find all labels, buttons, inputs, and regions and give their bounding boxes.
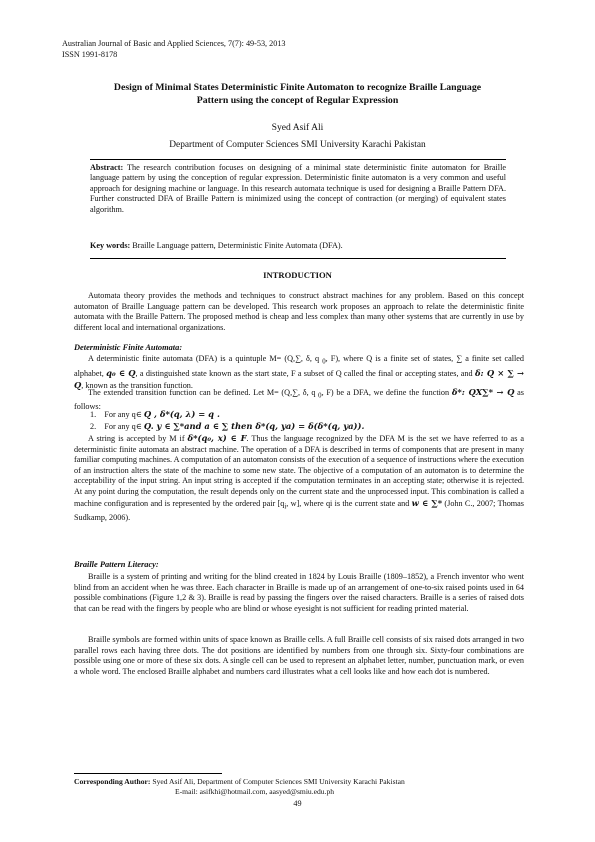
section-heading-introduction: INTRODUCTION [263, 270, 332, 280]
author-affiliation: Department of Computer Sciences SMI University Karachi Pakistan [169, 140, 426, 150]
subsection-heading-dfa: Deterministic Finite Automata: [74, 343, 183, 352]
corresponding-author-footnote: Corresponding Author: Syed Asif Ali, Department of Computer Sciences SMI University Karachi Pakistan E-mail: asifkhi@hotmail.com, aasyed@smiu.edu.ph [74, 777, 524, 797]
journal-issn: ISSN 1991-8178 [62, 50, 118, 59]
math-extended-function: δ*: QX∑* → Q [451, 387, 515, 397]
abstract [90, 163, 506, 215]
journal-citation: Australian Journal of Basic and Applied Sciences, 7(7): 49-53, 2013 [62, 39, 286, 48]
math-acceptance: δ*(q₀, x) ∈ F [187, 433, 247, 443]
introduction-paragraph: Automata theory provides the methods and techniques to construct abstract machines for any problem. Based on this concept automaton of Braille Language pattern can be developed. This research work proposes an approach to relate the deterministic finite automata with the Braille Pattern. The proposed method is cheap and less complex than many other systems that are currently in use by different local and international organizations. [74, 291, 524, 332]
keywords [90, 241, 506, 250]
abstract-text: The research contribution focuses on designing of a minimal state deterministic finite automaton for Braille language pattern by using the conception of regular expression. Deterministic finite automaton is a very common and useful approach for designing machine or language. In this research automata technique is used for designing a Braille Pattern DFA. Further constructed DFA of Braille Pattern is minimized using the concept of contraction (or merging) of equivalent states algorithm. [90, 163, 506, 214]
title-line-2: Pattern using the concept of Regular Expression [196, 95, 399, 106]
page-number: 49 [293, 799, 302, 808]
paper-title [60, 81, 535, 107]
subsection-heading-braille: Braille Pattern Literacy: [74, 560, 159, 569]
braille-paragraph-1: Braille is a system of printing and writing for the blind created in 1824 by Louis Braille (1809–1852), a French inventor who went blind from an accident when he was three. Each character in Braille is made up of an arrangement of one-to-six raised points used in 64 possible combinations (Figure 1,2 & 3). Braille is read by passing the fingers over the raised characters. Braille is a series of raised dots that can be read with the fingers by people who are blind or whose eyesight is not sufficient for reading printed material. [74, 572, 524, 613]
braille-paragraph-2: Braille symbols are formed within units of space known as Braille cells. A full Braille cell consists of six raised dots arranged in two parallel rows each having three dots. The dot positions are identified by numbers from one through six. Sixty-four combinations are possible using one or more of these six dots. A single cell can be used to represent an alphabet letter, number, punctuation mark, or even a whole word. The enclosed Braille alphabet and numbers card illustrates what a cell looks like and how each dot is numbered. [74, 635, 524, 676]
footnote-label: Corresponding Author: [74, 777, 151, 786]
footnote-divider [74, 773, 222, 774]
math-start-state: q₀ ∈ Q [106, 368, 136, 379]
dfa-definition-paragraph: A deterministic finite automata (DFA) is a quintuple M= (Q,∑, δ, q $_0$, F), where Q is a finite set of states, ∑ a finite set called alphabet, q₀ ∈ Q, a distinguished state known as the start state, F a subset of Q called the final or accepting states, and δ: Q × ∑ → Q, known as the transition function. [74, 354, 525, 390]
title-line-1: Design of Minimal States Deterministic Finite Automaton to recognize Braille Language [113, 82, 482, 93]
string-acceptance-paragraph: A string is accepted by M if δ*(q₀, x) ∈ F. Thus the language recognized by the DFA M is the set we have referred to as a deterministic finite automata an abstract machine. The operation of a DFA is described in terms of components that are present in many familiar computing machines. A computation of an automaton consists of the execution of a sequence of instructions where the execution of an instruction alters the state of the machine to some new state. The objective of a computation of an automaton is to determine the acceptability of the input string. An input string is accepted if the computation terminates in an accepting state; otherwise it is rejected. At any point during the computation, the result depends only on the current state and the unprocessed input. This combination is called a machine configuration and is represented by the ordered pair [$q_i$, w], where qi is the current state and w ∈ ∑* (John C., 2007; Thomas Sudkamp, 2006). [74, 433, 524, 522]
math-transition-function: δ: Q × ∑ → Q [74, 368, 525, 390]
list-item: 2. For any q∈ Q. y ∈ ∑*and a ∈ ∑ then δ*(q, ya) = δ(δ*(q, ya)). [90, 421, 365, 431]
list-item: 1. For any q∈ Q , δ*(q, λ) = q . [90, 409, 220, 419]
abstract-label: Abstract: [90, 163, 124, 172]
math-input-string: w ∈ ∑* [411, 497, 443, 508]
extended-transition-paragraph: The extended transition function can be defined. Let M= (Q,∑, δ, q $_0$, F) be a DFA, we define the function δ*: QX∑* → Q as follows: [74, 387, 524, 412]
journal-header [62, 38, 286, 60]
keywords-text: Braille Language pattern, Deterministic Finite Automata (DFA). [130, 241, 343, 250]
keywords-label: Key words: [90, 241, 131, 250]
footnote-email: E-mail: asifkhi@hotmail.com, aasyed@smiu.edu.ph [175, 787, 335, 796]
author-name: Syed Asif Ali [271, 122, 324, 133]
